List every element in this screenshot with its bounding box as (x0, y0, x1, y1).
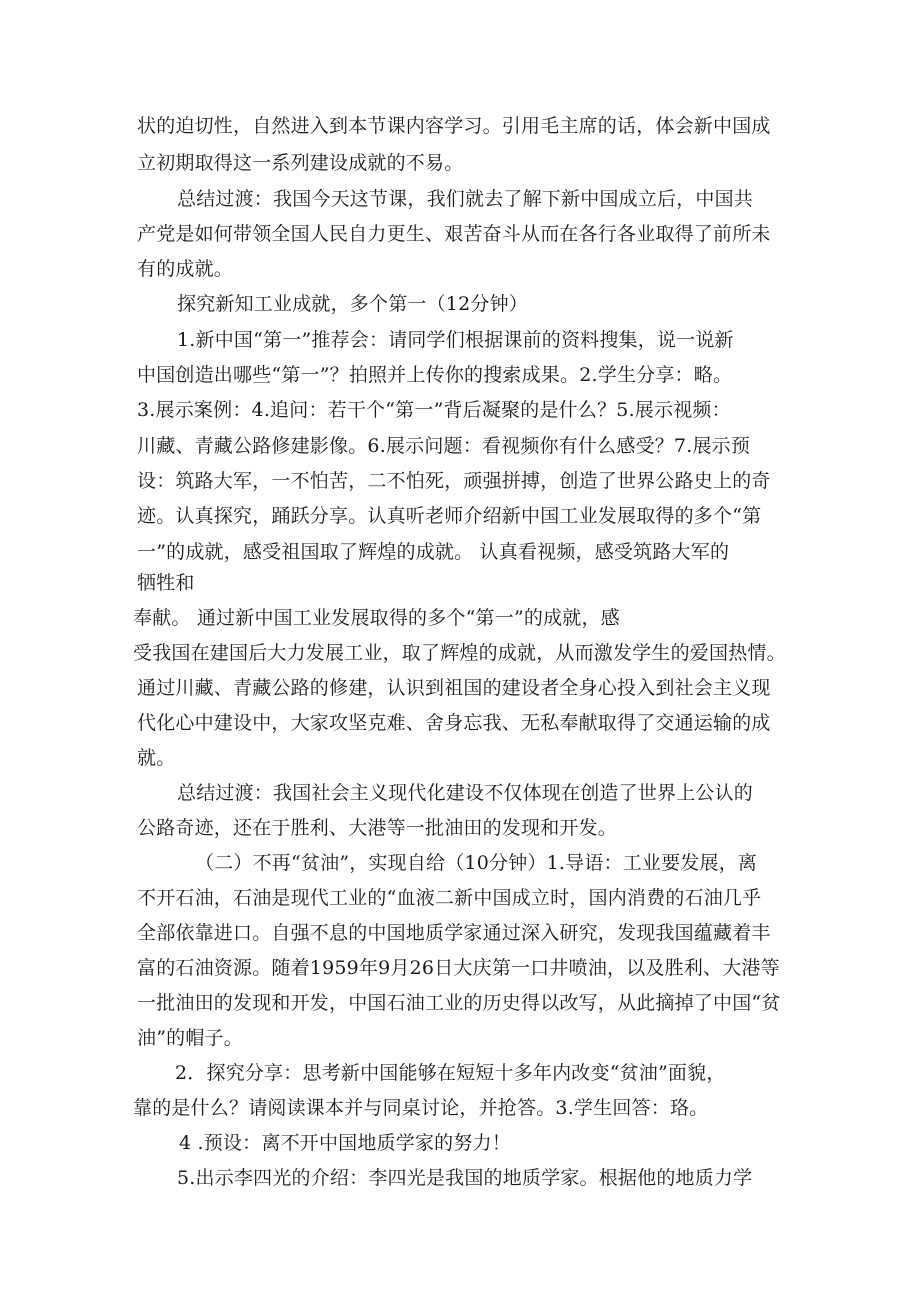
text-line: 4 .预设：离不开中国地质学家的努力！ (179, 1132, 511, 1154)
text-line: 就。 (137, 747, 176, 769)
text-line: 一”的成就，感受祖国取了辉煌的成就。 认真看视频，感受筑路大军的 (137, 541, 730, 563)
text-line: 公路奇迹，还在于胜利、大港等一批油田的发现和开发。 (137, 817, 618, 839)
text-line: 2．探究分享：思考新中国能够在短短十多年内改变“贫油”面貌， (175, 1062, 726, 1084)
text-line: 油”的帽子。 (137, 1027, 243, 1049)
text-line: 有的成就。 (137, 258, 234, 280)
text-line: 一批油田的发现和开发，中国石油工业的历史得以改写，从此摘掉了中国“贫 (137, 992, 781, 1014)
text-line: 3.展示案例：4.追问：若干个“第一”背后凝聚的是什么？5.展示视频： (137, 399, 731, 421)
text-line: 不开石油，石油是现代工业的“血液二新中国成立时，国内消费的石油几乎 (137, 887, 762, 909)
text-line: 受我国在建国后大力发展工业，取了辉煌的成就，从而激发学生的爱国热情。 (133, 642, 786, 664)
text-line: 奉献。 通过新中国工业发展取得的多个“第一”的成就，感 (133, 607, 620, 629)
text-line: 迹。认真探究，踊跃分享。认真听老师介绍新中国工业发展取得的多个“第 (137, 505, 762, 527)
text-line: 5.出示李四光的介绍：李四光是我国的地质学家。根据他的地质力学 (177, 1167, 753, 1189)
text-line: 川藏、青藏公路修建影像。6.展示问题：看视频你有什么感受？7.展示预 (137, 435, 751, 457)
text-line: 富的石油资源。随着1959年9月26日大庆第一口井喷油，以及胜利、大港等 (137, 957, 780, 979)
text-line: 状的迫切性，自然进入到本节课内容学习。引用毛主席的话，体会新中国成 (137, 115, 771, 137)
text-line: 立初期取得这一系列建设成就的不易。 (137, 152, 464, 174)
text-line: 代化心中建设中，大家攻坚克难、舍身忘我、无私奉献取得了交通运输的成 (137, 712, 771, 734)
text-line: （二）不再“贫油”，实现自给（10分钟）1.导语：工业要发展，离 (195, 852, 758, 874)
text-line: 中国创造出哪些“第一”？拍照并上传你的搜索成果。2.学生分享：略。 (137, 364, 733, 386)
text-line: 全部依靠进口。自强不息的中国地质学家通过深入研究，发现我国蕴藏着丰 (137, 922, 771, 944)
text-line: 牺牲和 (137, 572, 195, 594)
text-line: 靠的是什么？请阅读课本并与同桌讨论，并抢答。3.学生回答：珞。 (133, 1097, 709, 1119)
text-line: 1.新中国“第一”推荐会：请同学们根据课前的资料搜集，说一说新 (177, 329, 734, 351)
text-line: 产党是如何带领全国人民自力更生、艰苦奋斗从而在各行各业取得了前所未 (137, 223, 771, 245)
text-line: 通过川藏、青藏公路的修建，认识到祖国的建设者全身心投入到社会主义现 (137, 677, 771, 699)
text-line: 总结过渡：我国社会主义现代化建设不仅体现在创造了世界上公认的 (177, 782, 754, 804)
text-line: 探究新知工业成就，多个第一（12分钟） (177, 293, 528, 315)
text-line: 总结过渡：我国今天这节课，我们就去了解下新中国成立后，中国共 (177, 188, 754, 210)
text-line: 设：筑路大军，一不怕苦，二不怕死，顽强拼搏，创造了世界公路史上的奇 (137, 470, 771, 492)
